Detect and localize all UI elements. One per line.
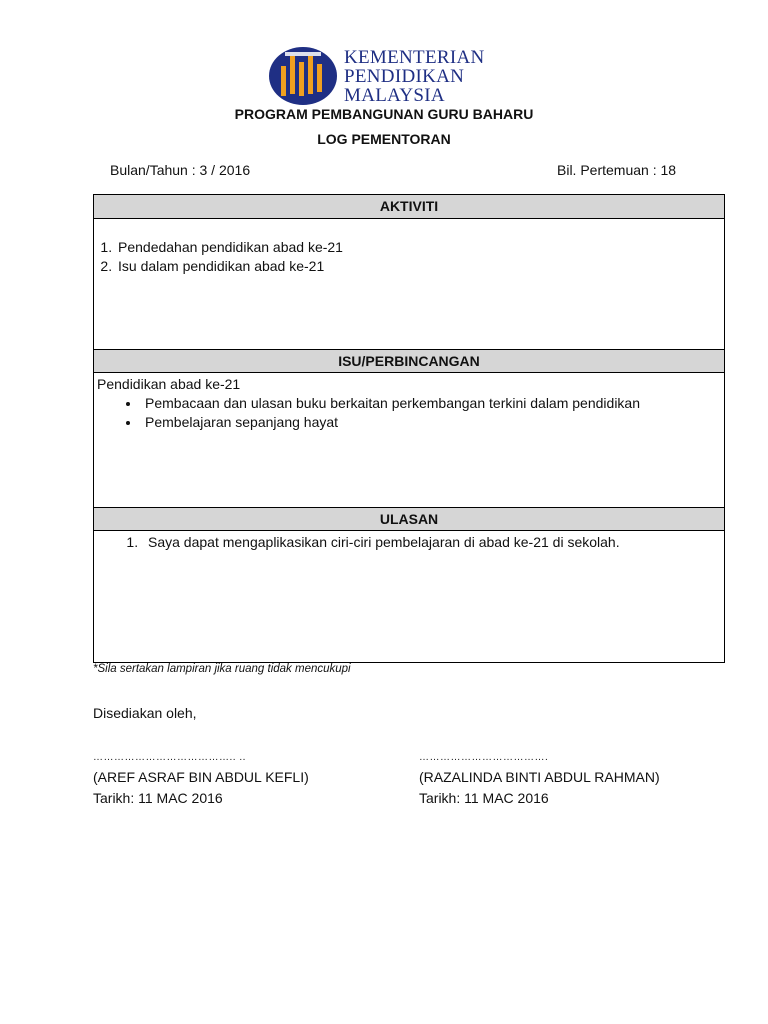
signatory-date-2: Tarikh: 11 MAC 2016: [419, 790, 549, 806]
signature-line-1: ………………………………….. ..: [93, 752, 246, 763]
isu-bullet-list: [94, 394, 724, 432]
prepared-by-label: Disediakan oleh,: [93, 705, 197, 721]
list-item: • Pembacaan dan ulasan buku berkaitan perkembangan terkini dalam pendidikan: [141, 394, 724, 413]
aktiviti-heading: AKTIVITI: [94, 195, 724, 219]
logo-line-1: KEMENTERIAN: [344, 47, 485, 68]
signatory-name-1: (AREF ASRAF BIN ABDUL KEFLI): [93, 769, 309, 785]
meeting-number: Bil. Pertemuan : 18: [557, 162, 677, 178]
isu-intro: Pendidikan abad ke-21: [97, 376, 241, 392]
ulasan-heading: ULASAN: [94, 507, 724, 531]
kpm-logo-icon: [268, 46, 338, 106]
logo-line-2: PENDIDIKAN: [344, 66, 465, 87]
ulasan-body: [94, 533, 724, 552]
list-item: 1. Saya dapat mengaplikasikan ciri-ciri pembelajaran di abad ke-21 di sekolah.: [142, 533, 724, 552]
signature-line-2: ……………………………….: [419, 752, 549, 763]
aktiviti-body: [94, 238, 724, 276]
isu-heading: ISU/PERBINCANGAN: [94, 349, 724, 373]
logo-wordmark: [344, 48, 485, 105]
signatory-date-1: Tarikh: 11 MAC 2016: [93, 790, 223, 806]
attachment-note: *Sila sertakan lampiran jika ruang tidak mencukupi: [93, 663, 351, 675]
isu-body: [94, 375, 724, 432]
log-title: LOG PEMENTORAN: [317, 131, 451, 147]
logo-line-3: MALAYSIA: [344, 85, 445, 106]
ulasan-list: [94, 533, 724, 552]
list-item: • Pembelajaran sepanjang hayat: [141, 413, 724, 432]
list-item: 1. Pendedahan pendidikan abad ke-21: [116, 238, 724, 257]
program-title: PROGRAM PEMBANGUNAN GURU BAHARU: [234, 106, 534, 122]
aktiviti-list: [94, 238, 724, 276]
signatory-name-2: (RAZALINDA BINTI ABDUL RAHMAN): [419, 769, 660, 785]
list-item: 2. Isu dalam pendidikan abad ke-21: [116, 257, 724, 276]
month-year: Bulan/Tahun : 3 / 2016: [110, 162, 251, 178]
ministry-logo: [268, 46, 508, 108]
log-form-table: [93, 194, 725, 663]
